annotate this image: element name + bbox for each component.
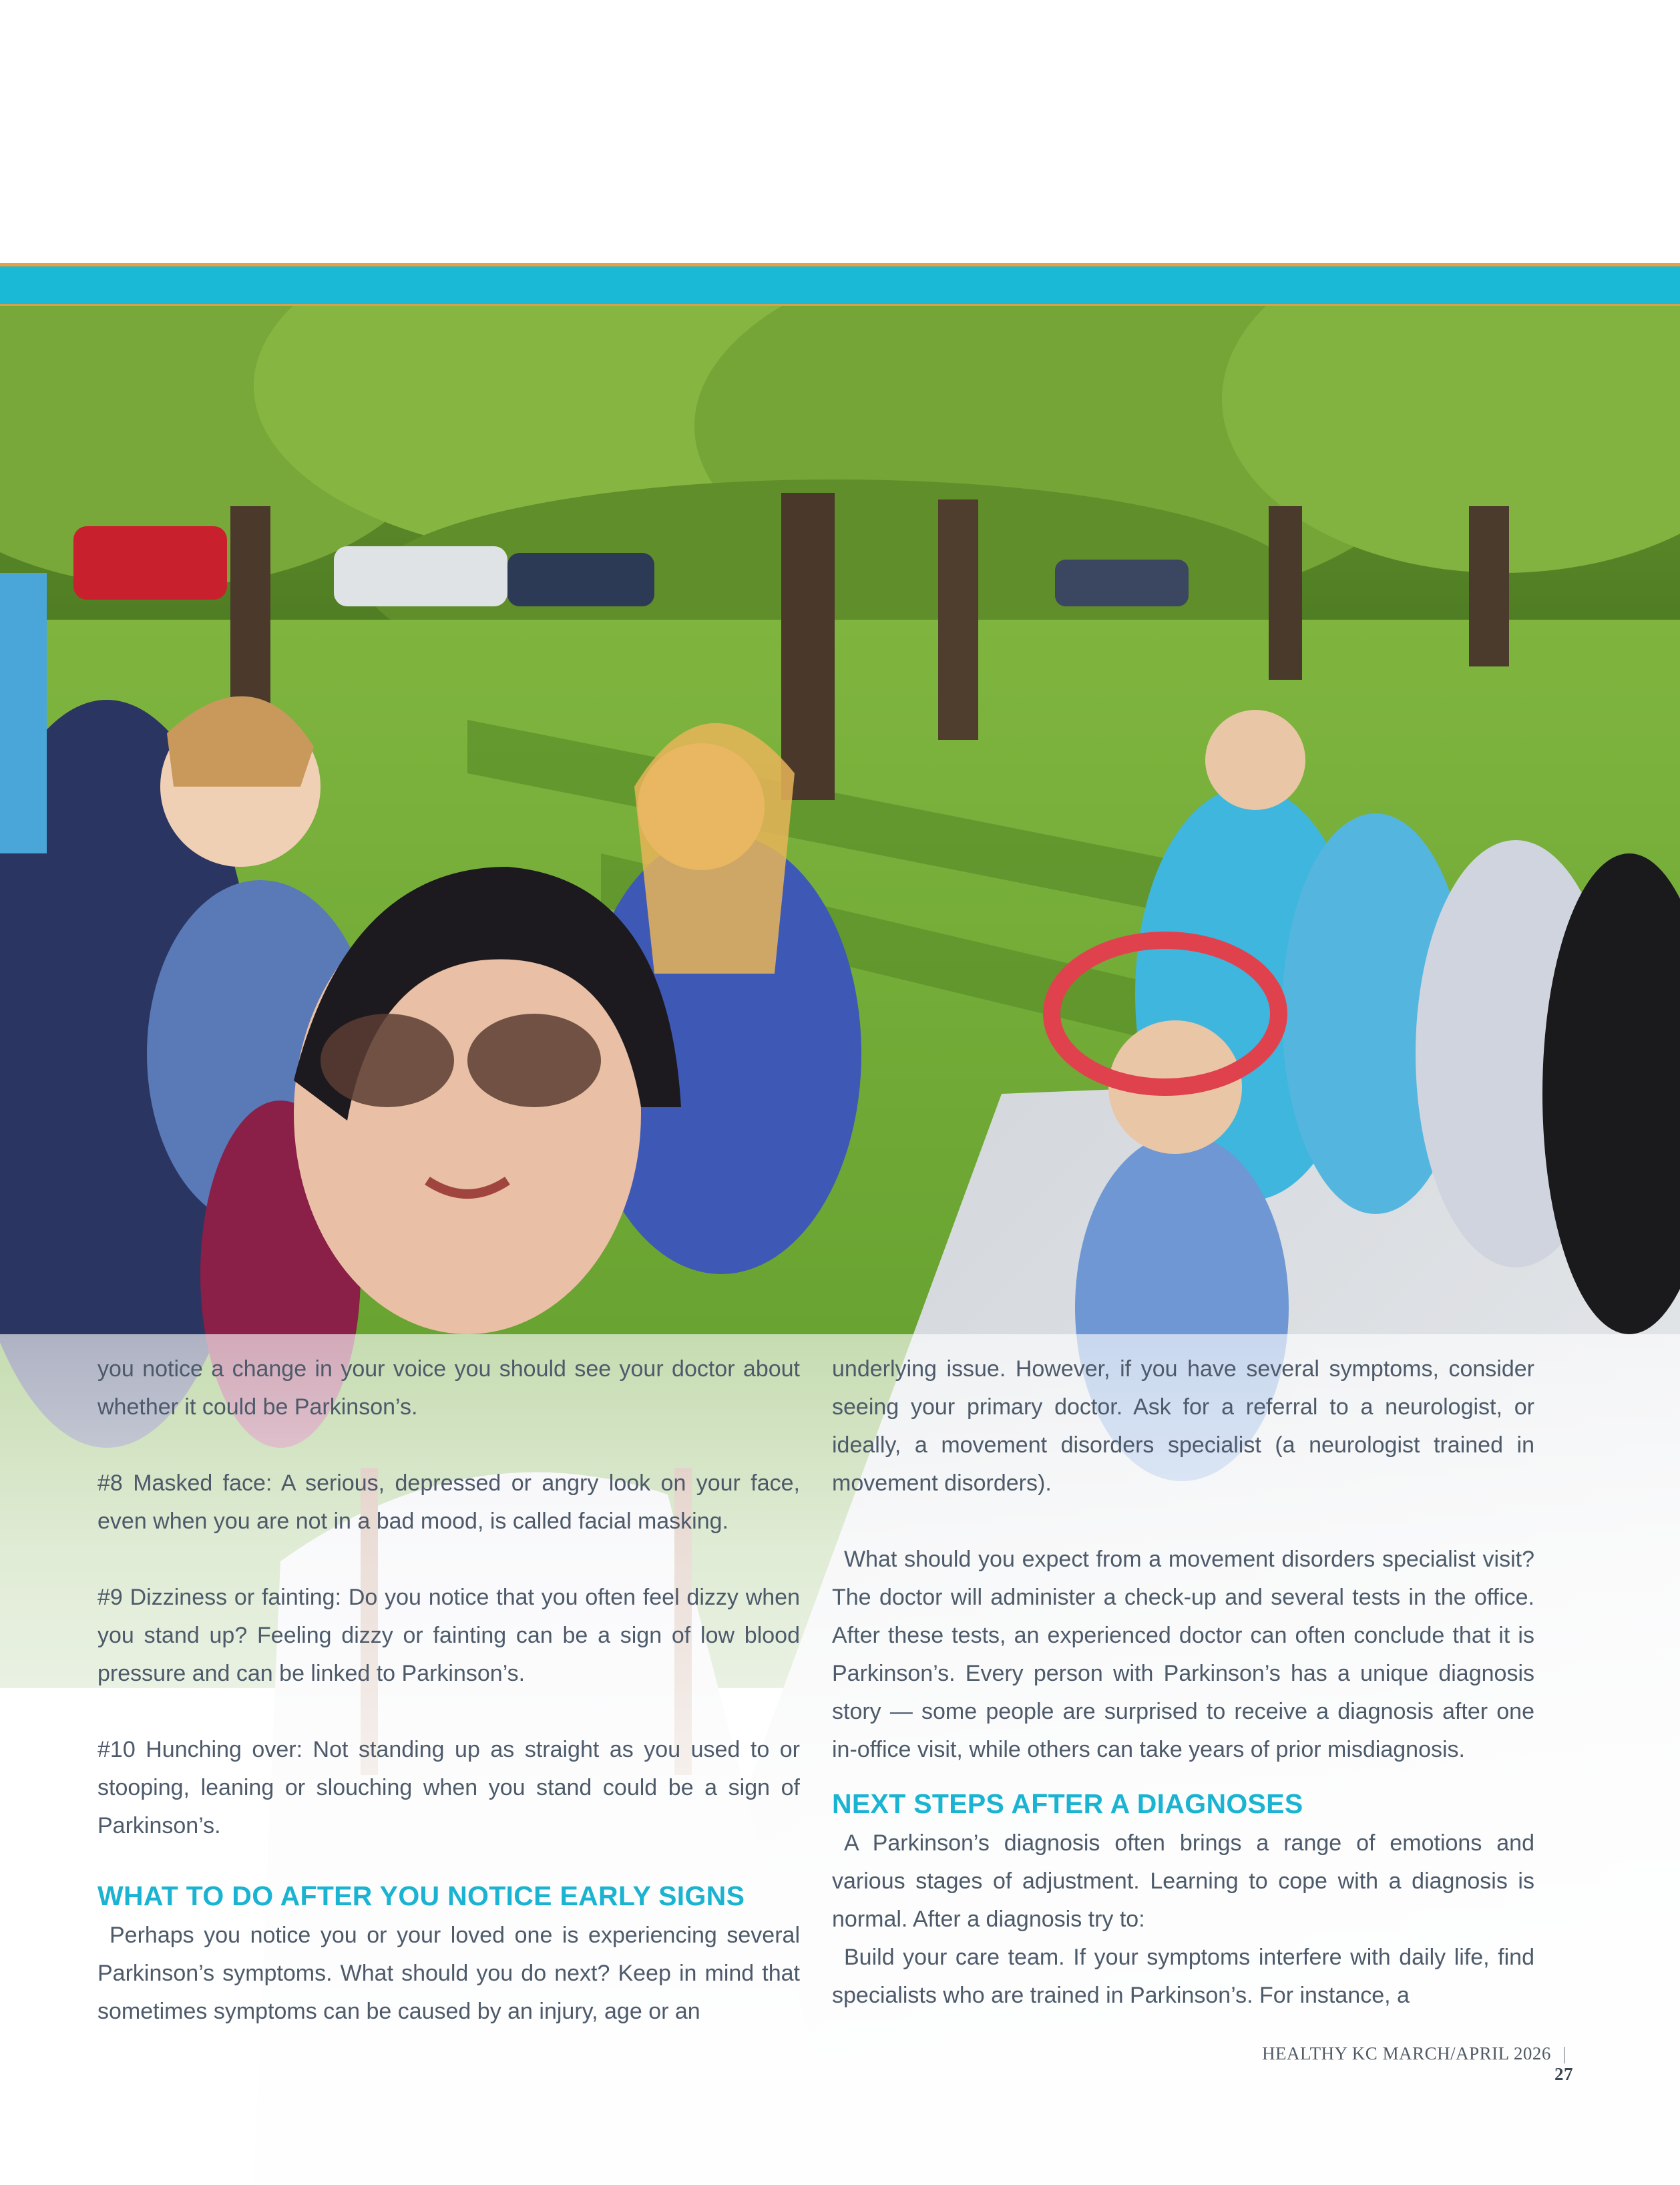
top-margin — [0, 0, 1680, 263]
right-paragraph-1: underlying issue. However, if you have several symptoms, consider seeing your primary doctor. Ask for a referral to a neurologist, or ideally, a movement disorders specialist (a neurologist trained in movement disorders). — [832, 1356, 1534, 1496]
left-paragraph-3: #9 Dizziness or fainting: Do you notice that you often feel dizzy when you stand up? Feeling dizzy or fainting can be a sign of low blood pressure and can be linked to Parkinson’s. — [97, 1585, 800, 1686]
right-paragraph-3: A Parkinson’s diagnosis often brings a range of emotions and various stages of adjustment. Learning to cope with a diagnosis is normal. After a diagnosis try to: — [832, 1830, 1534, 1932]
section-heading-next-steps: NEXT STEPS AFTER A DIAGNOSES — [832, 1788, 1303, 1819]
left-paragraph-4: #10 Hunching over: Not standing up as straight as you used to or stooping, leaning or slouching when you stand could be a sign of Parkinson’s. — [97, 1737, 800, 1838]
publication-name: HEALTHY KC — [1262, 2043, 1378, 2063]
right-paragraph-2: What should you expect from a movement disorders specialist visit? The doctor will administer a check-up and several tests in the office. After these tests, an experienced doctor can often conclude that it is Parkinson’s. Every person with Parkinson’s has a unique diagnosis story — some people are surprised to receive a diagnosis after one in-office visit, while others can take years of prior misdiagnosis. — [832, 1547, 1534, 1762]
right-paragraph-4: Build your care team. If your symptoms interfere with daily life, find specialists who are trained in Parkinson’s. For instance, a — [832, 1945, 1534, 2008]
teal-band — [0, 266, 1680, 304]
section-heading-early-signs: WHAT TO DO AFTER YOU NOTICE EARLY SIGNS — [97, 1880, 745, 1911]
footer-separator: | — [1562, 2043, 1566, 2063]
page-footer — [1253, 2043, 1573, 2085]
left-paragraph-1: you notice a change in your voice you should see your doctor about whether it could be Parkinson’s. — [97, 1356, 800, 1420]
left-column — [97, 1350, 800, 2031]
issue-date: MARCH/APRIL 2026 — [1382, 2043, 1551, 2063]
left-paragraph-5: Perhaps you notice you or your loved one is experiencing several Parkinson’s symptoms. What should you do next? Keep in mind that sometimes symptoms can be caused by an injury, age or an — [97, 1923, 800, 2024]
right-column — [832, 1350, 1534, 2015]
page-number: 27 — [1554, 2064, 1573, 2084]
left-paragraph-2: #8 Masked face: A serious, depressed or angry look on your face, even when you are not in a bad mood, is called facial masking. — [97, 1470, 800, 1534]
